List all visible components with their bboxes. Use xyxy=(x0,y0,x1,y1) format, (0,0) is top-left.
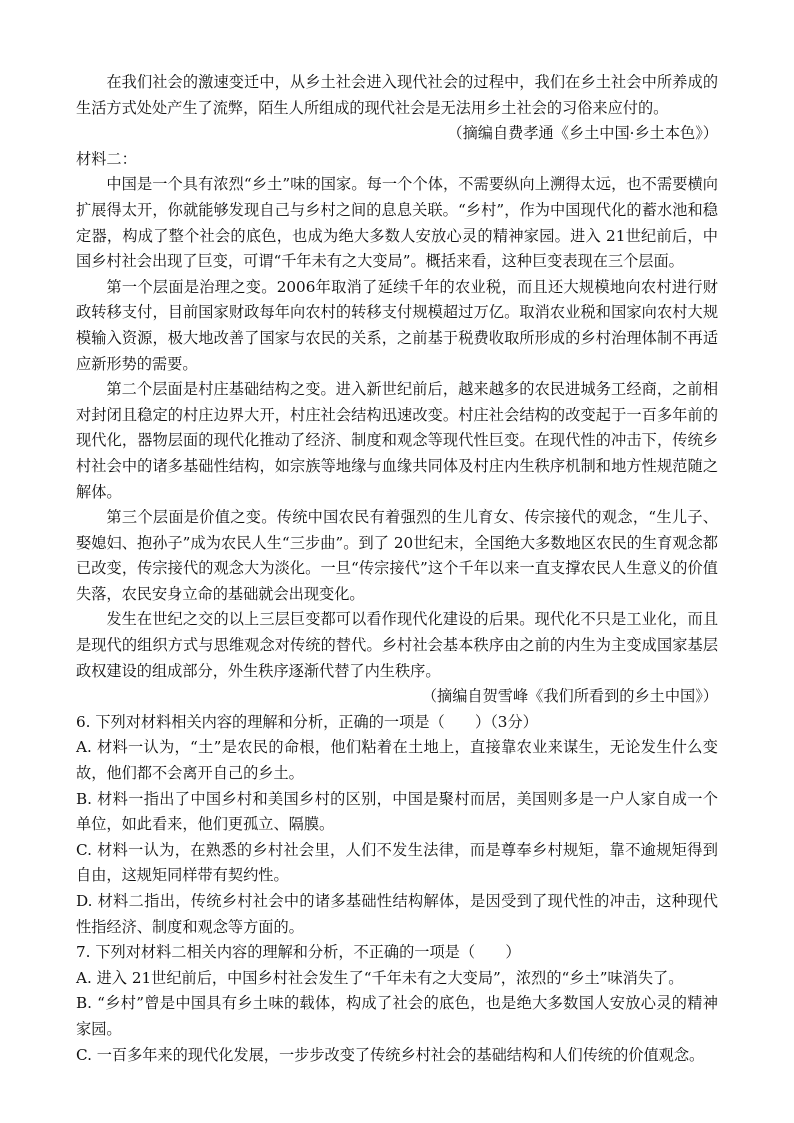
question-7-option-c: C. 一百多年来的现代化发展，一步步改变了传统乡村社会的基础结构和人们传统的价值观念。 xyxy=(76,1045,705,1064)
question-6-option-a: A. 材料一认为，“土”是农民的命根，他们粘着在土地上，直接靠农业来谋生，无论发生什么变故，他们都不会离开自己的乡土。 xyxy=(76,738,718,783)
material-two-paragraph-5: 发生在世纪之交的以上三层巨变都可以看作现代化建设的后果。现代化不只是工业化，而且是现代的组织方式与思维观念对传统的替代。乡村社会基本秩序由之前的内生为主变成国家基层政权建设的组成部分，外生秩序逐渐代替了内生秩序。 xyxy=(76,610,718,680)
material-two-paragraph-1: 中国是一个具有浓烈“乡土”味的国家。每一个个体，不需要纵向上溯得太远，也不需要横向扩展得太开，你就能够发现自己与乡村之间的息息关联。“乡村”，作为中国现代化的蓄水池和稳定器，构成了整个社会的底色，也成为绝大多数人安放心灵的精神家园。进入 21世纪前后，中国乡村社会出现了巨变，可谓“千年未有之大变局”。概括来看，这种巨变表现在三个层面。 xyxy=(76,175,718,271)
material-one-source: （摘编自费孝通《乡土中国·乡土本色》） xyxy=(447,124,718,143)
question-7-option-a: A. 进入 21世纪前后，中国乡村社会发生了“千年未有之大变局”，浓烈的“乡土”味消失了。 xyxy=(76,968,684,987)
document-page xyxy=(76,70,718,1068)
material-two-paragraph-3: 第二个层面是村庄基础结构之变。进入新世纪前后，越来越多的农民进城务工经商，之前相对封闭且稳定的村庄边界大开，村庄社会结构迅速改变。村庄社会结构的改变起于一百多年前的现代化，器物层面的现代化推动了经济、制度和观念等现代性巨变。在现代性的冲击下，传统乡村社会中的诸多基础性结构，如宗族等地缘与血缘共同体及村庄内生秩序机制和地方性规范随之解体。 xyxy=(76,380,718,501)
question-6-option-d: D. 材料二指出，传统乡村社会中的诸多基础性结构解体，是因受到了现代性的冲击，这种现代性指经济、制度和观念等方面的。 xyxy=(76,892,718,936)
question-6-option-b: B. 材料一指出了中国乡村和美国乡村的区别，中国是聚村而居，美国则多是一户人家自成一个单位，如此看来，他们更孤立、隔膜。 xyxy=(76,789,718,834)
material-two-source: （摘编自贺雪峰《我们所看到的乡土中国》） xyxy=(421,687,718,706)
material-two-heading: 材料二： xyxy=(76,149,137,168)
question-6-option-c: C. 材料一认为，在熟悉的乡村社会里，人们不发生法律，而是尊奉乡村规矩，靠不逾规矩得到自由，这规矩同样带有契约性。 xyxy=(76,840,718,885)
material-one-paragraph: 在我们社会的激速变迁中，从乡土社会进入现代社会的过程中，我们在乡土社会中所养成的生活方式处处产生了流弊，陌生人所组成的现代社会是无法用乡土社会的习俗来应付的。 xyxy=(76,73,718,117)
question-6-stem: 6. 下列对材料相关内容的理解和分析，正确的一项是（ ）（3分） xyxy=(76,712,538,731)
question-7-option-b: B. “乡村”曾是中国具有乡土味的载体，构成了社会的底色，也是绝大多数国人安放心灵的精神家园。 xyxy=(76,994,718,1038)
question-7-stem: 7. 下列对材料二相关内容的理解和分析，不正确的一项是（ ） xyxy=(76,943,521,962)
material-two-paragraph-4: 第三个层面是价值之变。传统中国农民有着强烈的生儿育女、传宗接代的观念，“生儿子、娶媳妇、抱孙子”成为农民人生“三步曲”。到了 20世纪末，全国绝大多数地区农民的生育观念都已改变，传宗接代的观念大为淡化。一旦“传宗接代”这个千年以来一直支撑农民人生意义的价值失落，农民安身立命的基础就会出现变化。 xyxy=(76,508,718,603)
material-two-paragraph-2: 第一个层面是治理之变。2006年取消了延续千年的农业税，而且还大规模地向农村进行财政转移支付，目前国家财政每年向农村的转移支付规模超过万亿。取消农业税和国家向农村大规模输入资源，极大地改善了国家与农民的关系，之前基于税费收取所形成的乡村治理体制不再适应新形势的需要。 xyxy=(76,277,718,373)
material-one-source-wrap xyxy=(76,121,718,147)
